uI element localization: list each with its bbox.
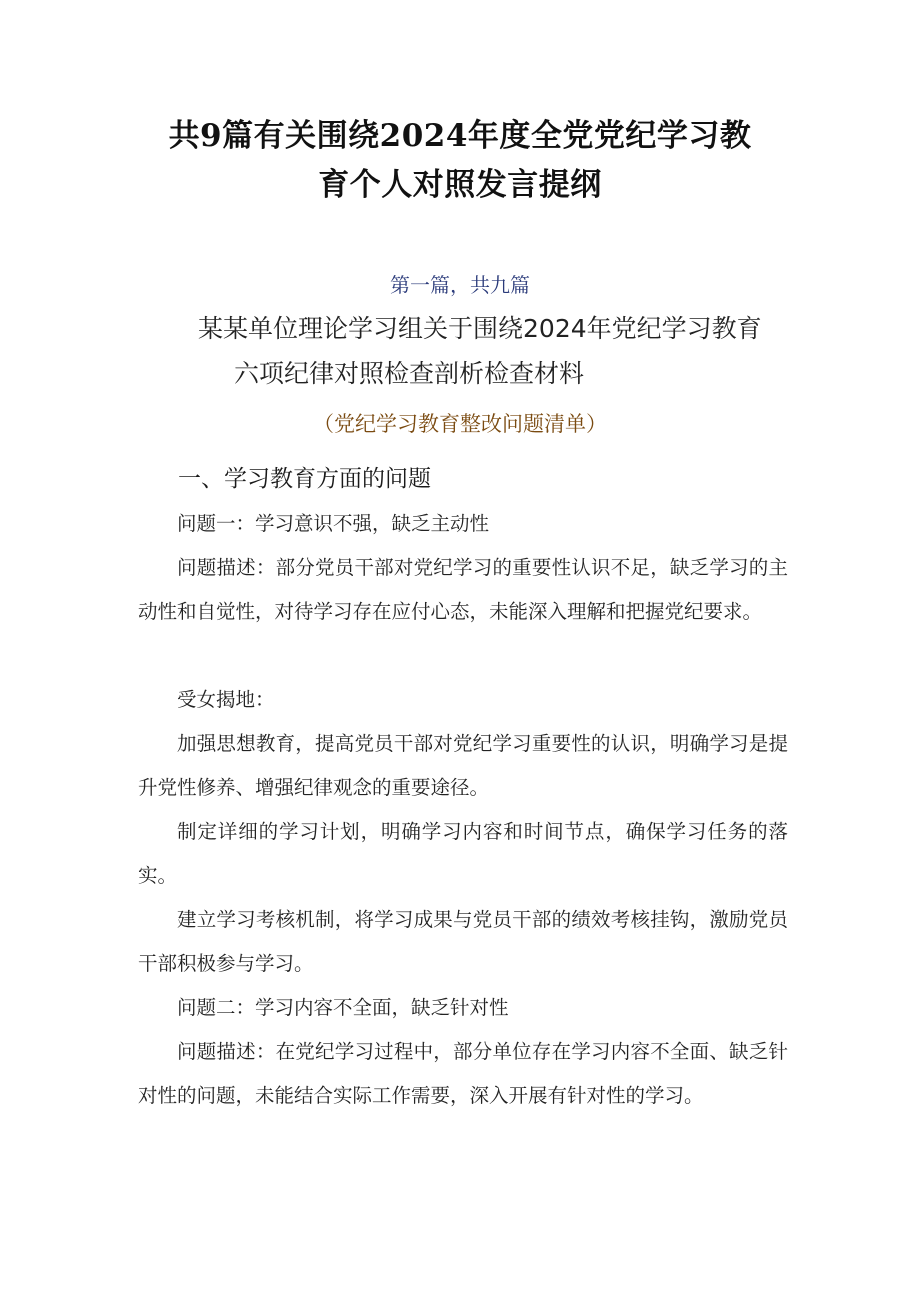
paragraph-measure-2: 制定详细的学习计划，明确学习内容和时间节点，确保学习任务的落实。 (138, 820, 788, 887)
main-title-line-1: 共9篇有关围绕2024年度全党党纪学习教 (168, 118, 752, 154)
paragraph-problem-1-description: 问题描述：部分党员干部对党纪学习的重要性认识不足，缺乏学习的主动性和自觉性，对待学习存在应付心态，未能深入理解和把握党纪要求。 (138, 556, 788, 623)
document-subtitle: （党纪学习教育整改问题清单） (313, 412, 607, 436)
paragraph-problem-2: 问题二：学习内容不全面，缺乏针对性 (177, 996, 509, 1019)
chapter-label: 第一篇，共九篇 (390, 273, 530, 297)
paragraph-measure-1: 加强思想教育，提高党员干部对党纪学习重要性的认识，明确学习是提升党性修养、增强纪律观念的重要途径。 (138, 732, 788, 799)
document-title-line-2: 六项纪律对照检查剖析检查材料 (234, 359, 585, 388)
paragraph-problem-1: 问题一：学习意识不强，缺乏主动性 (177, 512, 490, 535)
document-title-line-1: 某某单位理论学习组关于围绕2024年党纪学习教育 (198, 314, 762, 343)
section-heading: 一、学习教育方面的问题 (178, 466, 431, 492)
paragraph-measures-label: 受女揭地： (177, 688, 275, 711)
main-title-line-2: 育个人对照发言提纲 (318, 167, 602, 203)
paragraph-measure-3: 建立学习考核机制，将学习成果与党员干部的绩效考核挂钩，激励党员干部积极参与学习。 (138, 908, 788, 975)
paragraph-problem-2-description: 问题描述：在党纪学习过程中，部分单位存在学习内容不全面、缺乏针对性的问题，未能结合实际工作需要，深入开展有针对性的学习。 (138, 1040, 788, 1107)
